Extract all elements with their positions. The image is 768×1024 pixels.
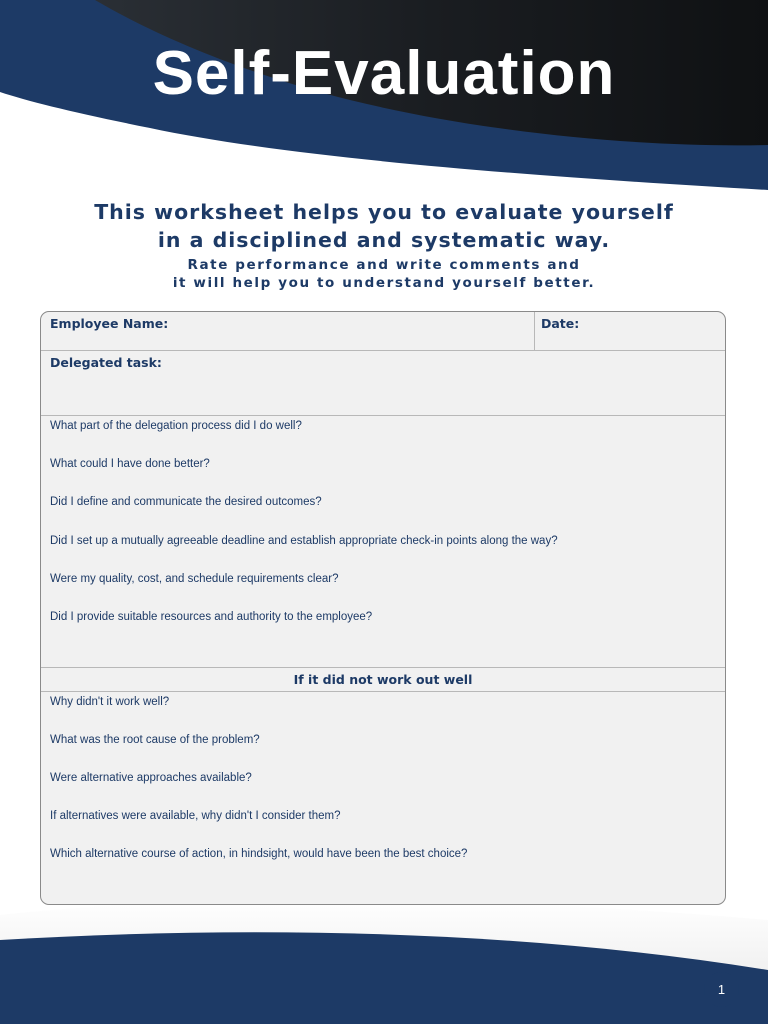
page-title: Self-Evaluation: [152, 39, 616, 108]
question-item: If alternatives were available, why didn't I consider them?: [50, 810, 341, 822]
section-2-title: If it did not work out well: [293, 672, 473, 687]
name-date-row: [41, 312, 725, 351]
delegated-task-row: [41, 351, 725, 416]
evaluation-form: [40, 311, 726, 905]
question-item: Were alternative approaches available?: [50, 772, 252, 784]
question-item: Did I provide suitable resources and authority to the employee?: [50, 611, 373, 623]
intro-line-1: This worksheet helps you to evaluate yourself: [94, 200, 674, 224]
questions-section: [41, 416, 725, 668]
question-item: Which alternative course of action, in hindsight, would have been the best choice?: [50, 848, 468, 860]
question-item: Were my quality, cost, and schedule requirements clear?: [50, 573, 339, 585]
intro-line-2: in a disciplined and systematic way.: [157, 228, 611, 252]
section-2-questions: [41, 692, 725, 904]
question-item: Did I set up a mutually agreeable deadline and establish appropriate check-in points along the way?: [50, 535, 558, 547]
date-label: Date:: [541, 316, 580, 331]
employee-name-label: Employee Name:: [50, 316, 169, 331]
question-item: What part of the delegation process did I do well?: [50, 420, 302, 432]
question-item: Did I define and communicate the desired outcomes?: [50, 496, 322, 508]
delegated-task-label: Delegated task:: [50, 355, 162, 370]
question-item: What was the root cause of the problem?: [50, 734, 260, 746]
intro-line-3: Rate performance and write comments and: [187, 257, 581, 273]
question-item: Why didn't it work well?: [50, 696, 170, 708]
section-2-header-row: [41, 668, 725, 692]
question-item: What could I have done better?: [50, 458, 210, 470]
intro-line-4: it will help you to understand yourself better.: [172, 275, 596, 291]
name-date-divider: [534, 312, 535, 350]
page-number-badge: 1: [704, 972, 739, 1007]
